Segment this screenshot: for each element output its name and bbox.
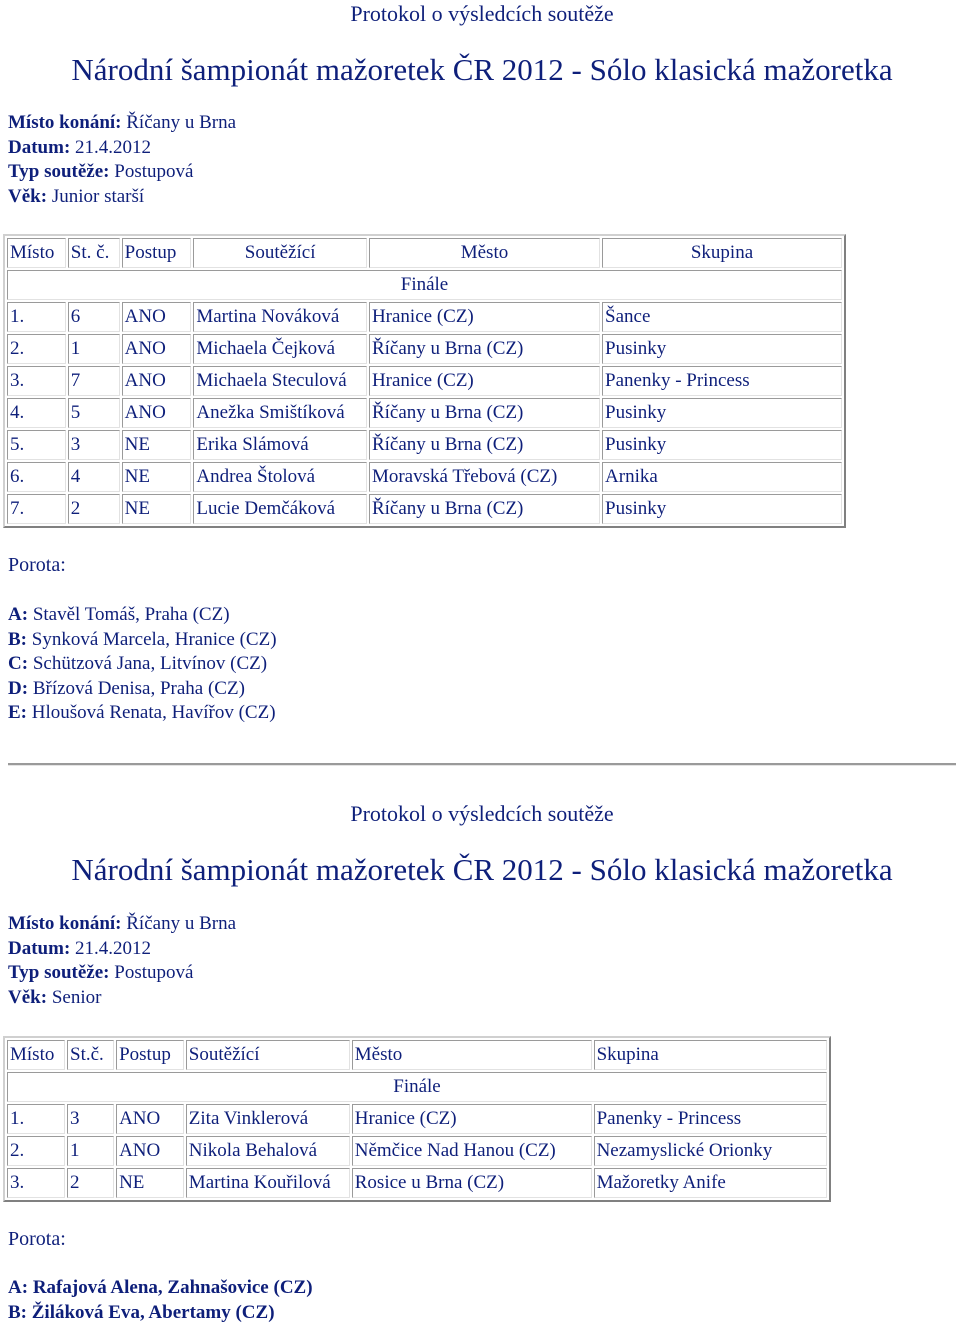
table-cell: Říčany u Brna (CZ) xyxy=(369,398,600,428)
info-date xyxy=(8,937,236,962)
field-value: Stavěl Tomáš, Praha (CZ) xyxy=(32,604,230,625)
table-cell: NE xyxy=(122,462,192,492)
field-label: Typ soutěže: xyxy=(8,962,110,983)
table-cell: Panenky - Princess xyxy=(594,1104,827,1134)
field-value: Hloušová Renata, Havířov (CZ) xyxy=(31,702,276,723)
field-label: Typ soutěže: xyxy=(8,161,110,182)
field-label: Datum: xyxy=(8,136,71,158)
table-cell: Pusinky xyxy=(602,334,842,364)
jury-list xyxy=(8,1276,313,1325)
table-cell: Pusinky xyxy=(602,430,842,460)
table-cell: ANO xyxy=(122,334,192,364)
table-row xyxy=(7,366,842,396)
table-cell: ANO xyxy=(122,366,192,396)
table-cell: Andrea Štolová xyxy=(193,462,367,492)
table-cell: Pusinky xyxy=(602,398,842,428)
table-cell: 4. xyxy=(7,398,66,428)
competition-info xyxy=(8,111,236,209)
col-advance: Postup xyxy=(116,1040,184,1070)
info-type xyxy=(8,961,236,986)
table-cell: Hranice (CZ) xyxy=(369,302,600,332)
table-cell: Hranice (CZ) xyxy=(352,1104,592,1134)
table-cell: Michaela Čejková xyxy=(193,334,367,364)
table-cell: 2. xyxy=(7,1136,65,1166)
table-cell: 1 xyxy=(67,1136,114,1166)
table-cell: Říčany u Brna (CZ) xyxy=(369,430,600,460)
jury-member xyxy=(8,603,277,628)
field-label: Místo konání: xyxy=(8,112,122,133)
competition-title: Národní šampionát mažoretek ČR 2012 - Sólo klasická mažoretka xyxy=(71,52,893,87)
table-cell: Arnika xyxy=(602,462,842,492)
table-cell: Rosice u Brna (CZ) xyxy=(352,1168,592,1198)
table-row xyxy=(7,398,842,428)
col-group: Skupina xyxy=(594,1040,827,1070)
table-row xyxy=(7,430,842,460)
field-label: B: xyxy=(8,1301,27,1323)
table-cell: ANO xyxy=(116,1136,184,1166)
jury-heading: Porota: xyxy=(8,1228,66,1250)
table-row xyxy=(7,494,842,524)
table-cell: 6 xyxy=(68,302,120,332)
field-label: A: xyxy=(8,1277,29,1298)
table-header-row xyxy=(7,238,842,268)
table-row xyxy=(7,302,842,332)
table-cell: Říčany u Brna (CZ) xyxy=(369,334,600,364)
table-cell: NE xyxy=(122,494,192,524)
protocol-title: Protokol o výsledcích soutěže xyxy=(350,801,614,826)
col-place: Místo xyxy=(7,238,66,268)
jury-member xyxy=(8,677,277,702)
finale-label: Finále xyxy=(7,270,842,300)
table-cell: 3 xyxy=(67,1104,114,1134)
table-cell: Moravská Třebová (CZ) xyxy=(369,462,600,492)
competition-info xyxy=(8,912,236,1010)
field-label: A: xyxy=(8,604,29,625)
table-row xyxy=(7,1104,827,1134)
table-cell: Pusinky xyxy=(602,494,842,524)
section-divider xyxy=(8,763,956,766)
jury-member xyxy=(8,1301,313,1326)
finale-label: Finále xyxy=(7,1072,827,1102)
table-cell: 3. xyxy=(7,366,66,396)
table-cell: Anežka Smištíková xyxy=(193,398,367,428)
field-value: Postupová xyxy=(114,161,194,182)
table-cell: Martina Kouřilová xyxy=(186,1168,350,1198)
table-cell: Říčany u Brna (CZ) xyxy=(369,494,600,524)
table-cell: 3 xyxy=(68,430,120,460)
col-city: Město xyxy=(369,238,600,268)
table-cell: 5 xyxy=(68,398,120,428)
table-row xyxy=(7,1168,827,1198)
table-header-row xyxy=(7,1040,827,1070)
field-value: Synková Marcela, Hranice (CZ) xyxy=(31,628,277,650)
table-cell: Hranice (CZ) xyxy=(369,366,600,396)
table-cell: Mažoretky Anife xyxy=(594,1168,827,1198)
info-age xyxy=(8,986,236,1011)
info-type xyxy=(8,160,236,185)
table-cell: ANO xyxy=(122,302,192,332)
field-value: Břízová Denisa, Praha (CZ) xyxy=(32,677,245,699)
jury-member xyxy=(8,628,277,653)
col-advance: Postup xyxy=(122,238,192,268)
table-cell: Panenky - Princess xyxy=(602,366,842,396)
table-cell: Nezamyslické Orionky xyxy=(594,1136,827,1166)
jury-member xyxy=(8,1276,313,1301)
table-row xyxy=(7,1136,827,1166)
table-cell: 5. xyxy=(7,430,66,460)
col-start-no: St. č. xyxy=(68,238,120,268)
table-row xyxy=(7,462,842,492)
table-cell: 2 xyxy=(67,1168,114,1198)
table-cell: 7 xyxy=(68,366,120,396)
field-label: D: xyxy=(8,677,29,699)
field-value: Postupová xyxy=(114,962,194,983)
jury-heading: Porota: xyxy=(8,554,66,576)
jury-member xyxy=(8,701,277,726)
info-venue xyxy=(8,111,236,136)
table-cell: Nikola Behalová xyxy=(186,1136,350,1166)
field-value: 21.4.2012 xyxy=(75,937,152,959)
field-label: Datum: xyxy=(8,937,71,959)
field-label: E: xyxy=(8,702,27,723)
field-label: Věk: xyxy=(8,185,48,207)
table-cell: 1. xyxy=(7,1104,65,1134)
field-value: Junior starší xyxy=(51,185,145,207)
table-cell: NE xyxy=(116,1168,184,1198)
field-label: C: xyxy=(8,653,29,674)
field-value: Žiláková Eva, Abertamy (CZ) xyxy=(31,1301,275,1323)
table-cell: 1 xyxy=(68,334,120,364)
col-start-no: St.č. xyxy=(67,1040,114,1070)
table-cell: 2 xyxy=(68,494,120,524)
col-city: Město xyxy=(352,1040,592,1070)
table-cell: Michaela Steculová xyxy=(193,366,367,396)
col-place: Místo xyxy=(7,1040,65,1070)
table-row xyxy=(7,334,842,364)
table-cell: Erika Slámová xyxy=(193,430,367,460)
jury-list xyxy=(8,603,277,726)
protocol-title: Protokol o výsledcích soutěže xyxy=(350,1,614,26)
field-value: Schützová Jana, Litvínov (CZ) xyxy=(32,653,268,674)
field-label: Věk: xyxy=(8,986,48,1008)
table-cell: Němčice Nad Hanou (CZ) xyxy=(352,1136,592,1166)
table-cell: 6. xyxy=(7,462,66,492)
table-cell: Šance xyxy=(602,302,842,332)
field-label: B: xyxy=(8,628,27,650)
field-value: 21.4.2012 xyxy=(75,136,152,158)
table-cell: Lucie Demčáková xyxy=(193,494,367,524)
table-cell: 2. xyxy=(7,334,66,364)
col-group: Skupina xyxy=(602,238,842,268)
table-cell: 7. xyxy=(7,494,66,524)
field-label: Místo konání: xyxy=(8,913,122,934)
col-competitor: Soutěžící xyxy=(186,1040,350,1070)
info-age xyxy=(8,185,236,210)
col-competitor: Soutěžící xyxy=(193,238,367,268)
field-value: Říčany u Brna xyxy=(126,112,237,133)
info-venue xyxy=(8,912,236,937)
field-value: Rafajová Alena, Zahnašovice (CZ) xyxy=(32,1277,313,1298)
table-cell: ANO xyxy=(116,1104,184,1134)
jury-member xyxy=(8,652,277,677)
competition-title: Národní šampionát mažoretek ČR 2012 - Sólo klasická mažoretka xyxy=(71,852,893,887)
table-cell: Martina Nováková xyxy=(193,302,367,332)
info-date xyxy=(8,136,236,161)
results-table xyxy=(3,1036,831,1202)
results-table xyxy=(3,234,846,528)
table-cell: NE xyxy=(122,430,192,460)
table-cell: Zita Vinklerová xyxy=(186,1104,350,1134)
field-value: Senior xyxy=(51,986,102,1008)
table-cell: ANO xyxy=(122,398,192,428)
table-cell: 4 xyxy=(68,462,120,492)
field-value: Říčany u Brna xyxy=(126,913,237,934)
table-cell: 1. xyxy=(7,302,66,332)
table-cell: 3. xyxy=(7,1168,65,1198)
